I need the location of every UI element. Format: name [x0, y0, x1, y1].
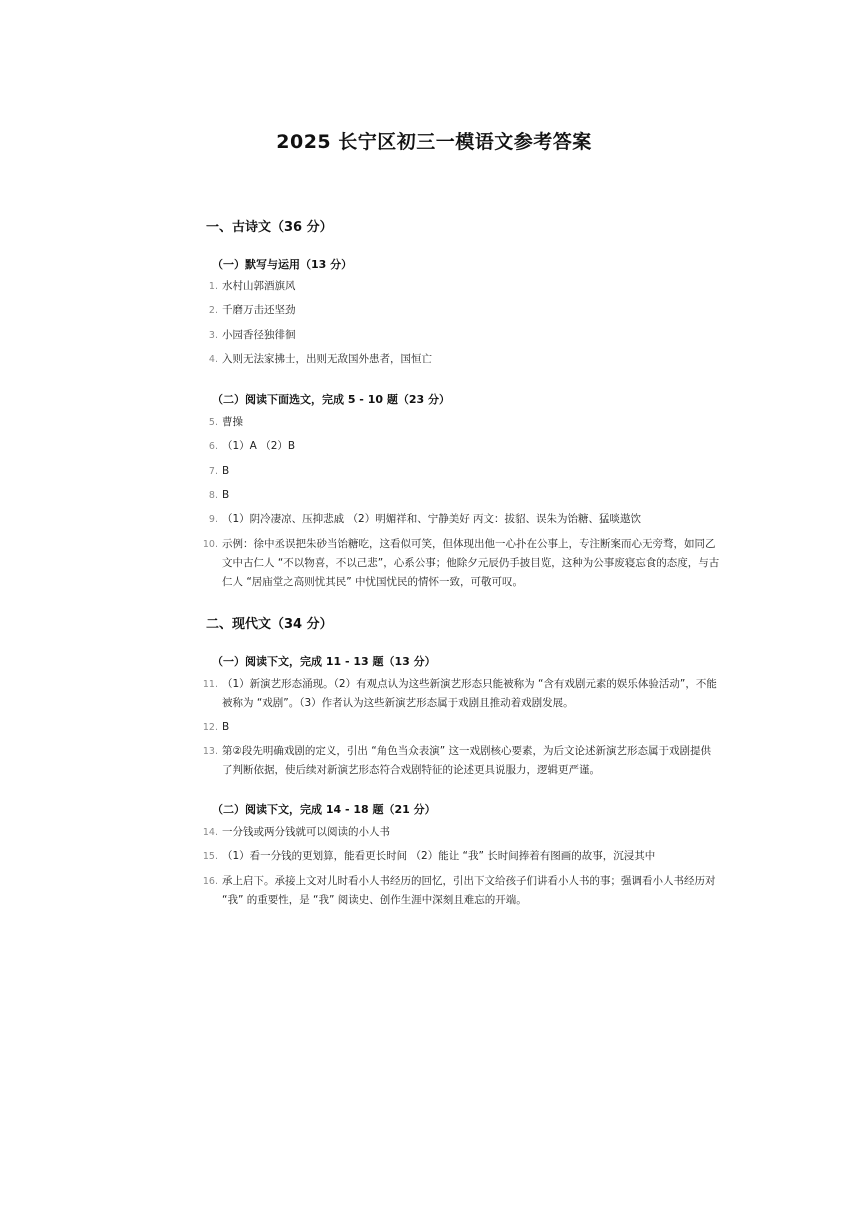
- item-number: 9.: [208, 514, 218, 525]
- item-number: 16.: [202, 876, 218, 887]
- item-number: 14.: [202, 827, 218, 838]
- answer-item: [200, 510, 720, 529]
- subsection-heading-dictation: （一）默写与运用（13 分）: [212, 258, 353, 271]
- section-heading-modern: 二、现代文（34 分）: [206, 617, 333, 632]
- answer-item: [200, 718, 720, 737]
- item-text: （1）A （2）B: [222, 440, 296, 452]
- item-text: B: [222, 489, 230, 501]
- subsection-heading-reading-2: （二）阅读下文，完成 14 - 18 题（21 分）: [212, 803, 436, 816]
- answer-item: [200, 823, 720, 842]
- item-number: 2.: [208, 305, 218, 316]
- item-text: B: [222, 465, 230, 477]
- answer-item: [200, 350, 720, 369]
- item-text: B: [222, 721, 230, 733]
- subsection-heading-reading: （二）阅读下面选文，完成 5 - 10 题（23 分）: [212, 393, 450, 406]
- answer-item: [200, 872, 720, 910]
- item-text: 入则无法家拂士，出则无敌国外患者，国恒亡: [222, 353, 432, 365]
- answer-item: [200, 742, 720, 780]
- item-text: 承上启下。承接上文对儿时看小人书经历的回忆，引出下文给孩子们讲看小人书的事；强调看小人书经历对 “我” 的重要性，是 “我” 阅读史、创作生涯中深刻且难忘的开端。: [222, 875, 719, 906]
- item-number: 5.: [208, 417, 218, 428]
- item-text: 千磨万击还坚劲: [222, 304, 296, 316]
- item-number: 12.: [202, 722, 218, 733]
- item-number: 7.: [208, 466, 218, 477]
- item-text: （1）阴冷凄凉、压抑悲戚 （2）明媚祥和、宁静美好 丙文：拔貂、误朱为饴糖、猛啖遨饮: [222, 513, 642, 525]
- answer-item: [200, 301, 720, 320]
- item-number: 8.: [208, 490, 218, 501]
- answer-item: [200, 535, 720, 592]
- answer-item: [200, 413, 720, 432]
- answer-item: [200, 486, 720, 505]
- item-text: 水村山郭酒旗风: [222, 280, 296, 292]
- item-number: 11.: [202, 679, 218, 690]
- item-number: 4.: [208, 354, 218, 365]
- item-text: 第②段先明确戏剧的定义，引出 “角色当众表演” 这一戏剧核心要素，为后文论述新演艺形态属于戏剧提供了判断依据，使后续对新演艺形态符合戏剧特征的论述更具说服力，逻辑更严谨。: [222, 745, 711, 776]
- answer-item: [200, 675, 720, 713]
- page-title: 2025 长宁区初三一模语文参考答案: [276, 131, 592, 153]
- item-text: （1）看一分钱的更划算，能看更长时间 （2）能让 “我” 长时间捧着有图画的故事，沉浸其中: [222, 850, 656, 862]
- item-text: （1）新演艺形态涌现。（2）有观点认为这些新演艺形态只能被称为 “含有戏剧元素的娱乐体验活动”，不能被称为 “戏剧”。（3）作者认为这些新演艺形态属于戏剧且推动着戏剧发展。: [222, 678, 717, 709]
- answer-item: [200, 437, 720, 456]
- answer-item: [200, 277, 720, 296]
- item-number: 1.: [208, 281, 218, 292]
- subsection-heading-reading-1: （一）阅读下文，完成 11 - 13 题（13 分）: [212, 655, 436, 668]
- item-number: 13.: [202, 746, 218, 757]
- item-number: 3.: [208, 330, 218, 341]
- item-number: 15.: [202, 851, 218, 862]
- item-text: 一分钱或两分钱就可以阅读的小人书: [222, 826, 390, 838]
- item-text: 小园香径独徘徊: [222, 329, 296, 341]
- answer-item: [200, 462, 720, 481]
- item-number: 6.: [208, 441, 218, 452]
- item-text: 曹操: [222, 416, 243, 428]
- section-heading-classical: 一、古诗文（36 分）: [206, 220, 333, 235]
- item-number: 10.: [202, 539, 218, 550]
- item-text: 示例：徐中丞误把朱砂当饴糖吃，这看似可笑，但体现出他一心扑在公事上，专注断案而心无旁骛，如同乙文中古仁人 “不以物喜，不以己悲”，心系公事；他除夕元辰仍手披目览，这种为公事废寝忘食的态度，与古仁人 “居庙堂之高则忧其民” 中忧国忧民的情怀一致，可敬可叹。: [222, 538, 720, 588]
- answer-item: [200, 326, 720, 345]
- answer-item: [200, 847, 720, 866]
